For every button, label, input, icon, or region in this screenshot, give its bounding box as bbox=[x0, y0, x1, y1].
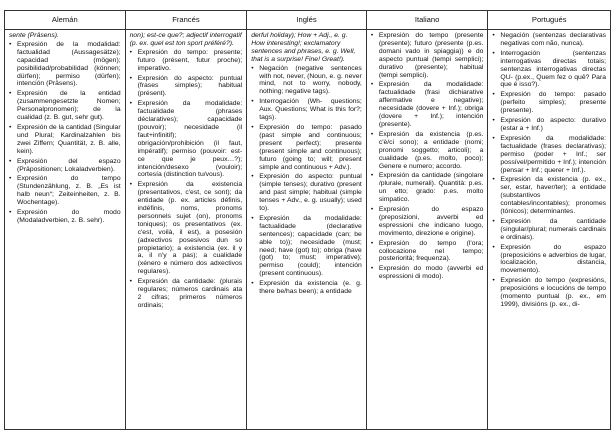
cell-continuation-text: sente (Präsens). bbox=[9, 32, 59, 39]
list-item: • Expresión da cantidade: (plurais regulares; números cardinais ata 2 cifras; primeros números ordinais; bbox=[130, 278, 243, 310]
bullet-list bbox=[130, 49, 243, 310]
list-item: • Expresión do tempo: pasado (past simple and continuous; present perfect); presente (present simple and continuous); futuro (going to; will; present simple and continuous + Adv.). bbox=[251, 124, 362, 171]
list-item: • Expresión do tempo (l'ora; collocazione nel tempo; posteriorità; frequenza). bbox=[371, 240, 484, 264]
cell-continuation-text: derful holiday); How + Adj., e. g. How interesting!; exclamatory sentences and phrases, e. g. Well, that is a surprise! Fine! Great!). bbox=[251, 32, 356, 63]
list-item: • Expresión da existencia (e. g. there be/has been); a entidade bbox=[251, 280, 362, 296]
bullet-list bbox=[9, 41, 121, 225]
column-aleman bbox=[5, 30, 126, 430]
list-item: • Expresión de la entidad (zusammengesetzte Nomen; Personalpronomen); de la cualidad (z. B. gut, sehr gut). bbox=[9, 90, 121, 122]
list-item: • Expresión do tempo: presente; futuro (présent, futur proche); imperativo. bbox=[130, 49, 243, 73]
list-item: • Expresión da modalidade: factualidade (phrases déclaratives); capacidade (pouvoir); necesidade (il faut+infinitif); obrigación/prohibición (il faut, impératif); permiso (pouvoir: est-ce que je peux…?); intención/desexo (vouloir); cortesía (distinction tu/vous). bbox=[130, 100, 243, 179]
header-portugues: Portugués bbox=[531, 15, 567, 24]
list-item: • Expresión do espazo (preposicións e adverbios de lugar, localización, distancia, movemento). bbox=[492, 244, 606, 276]
column-italiano bbox=[367, 30, 489, 430]
list-item: • Negación (negative sentences with not, never, (Noun, e. g. never mind, not to worry, nobody, nothing; negative tags). bbox=[251, 65, 362, 97]
cell-continuation-text: non); est-ce que?; adjectif interrogatif (p. ex. quel est ton sport préféré?). bbox=[129, 32, 242, 47]
list-item: • Expresión de la cantidad (Singular und Plural; Kardinalzahlen bis zwei Ziffern; Quantität, z. B. alle, kein). bbox=[9, 124, 121, 156]
list-item: • Expresión do tempo (expresións, preposicións e locucións de tempo (momento puntual (p. ex., em 1999), divisións (p. ex., di- bbox=[492, 277, 606, 309]
list-item: • Negación (sentenzas declarativas negativas com não, nunca). bbox=[492, 32, 606, 48]
list-item: • Expresión da modalidade: factualidade (declarative sentences); capacidade (can; be able to)); necesidade (must; need; have (got) to); obriga (have (got) to; must; imperative); permiso (could); intención (present continuous). bbox=[251, 215, 362, 278]
list-item: • Interrogación (Wh- questions; Aux. Questions; What is this for?; tags). bbox=[251, 98, 362, 122]
list-item: • Expresión da existencia (p.es. c'è/ci sono); a entidade (nomi; pronomi soggetto; articoli); a cualidade (p.es. molto, poco); Genere e numero; accordo. bbox=[371, 131, 484, 171]
list-item: • Expresión do tempo (Stundenzählung, z. B. „Es ist halb neun“; Zeiteinheiten, z. B. Wochentage). bbox=[9, 175, 121, 207]
bullet-list bbox=[492, 32, 606, 309]
list-item: • Expresión de la modalidad: factualidad (Aussagesätze); capacidad (mögen); posibilidad/probabilidad (können; dürfen); permiso (dürfen); intención (Präsens). bbox=[9, 41, 121, 88]
column-frances bbox=[126, 30, 248, 430]
bullet-list bbox=[371, 32, 484, 281]
language-content-table bbox=[4, 10, 611, 430]
list-item: • Expresión do tempo (presente (presente); futuro (presente (p.es. domani vado in spiaggia)) e do aspecto puntual (tempi semplici); durativo (presente); habitual (tempi semplici). bbox=[371, 32, 484, 79]
bullet-list bbox=[251, 65, 362, 296]
list-item: • Expresión del espazo (Präpositionen; Lokaladverbien). bbox=[9, 158, 121, 174]
list-item: • Expresión do aspecto: puntual (frases simples); habitual (présent). bbox=[130, 75, 243, 99]
header-italiano: Italiano bbox=[367, 11, 489, 29]
list-item: • Expresión da cantidade (singolare /plurale, numerali). Quantità: p.es. un etto; grado: p.es. molto simpatico. bbox=[371, 172, 484, 204]
list-item: • Expresión da existencia (p. ex., ser, estar, haver/ter); a entidade (substantivos contables/incontables); pronomes (tónicos); determinantes. bbox=[492, 176, 606, 216]
column-portugues bbox=[488, 30, 610, 430]
table-header-row bbox=[5, 11, 610, 30]
list-item: • Interrogación (sentenzas interrogativas directas totais; sentenzas interrogativas directas QU- (p.ex., Quem fez o quê? Para que é isso?). bbox=[492, 50, 606, 90]
list-item: • Expresión do espazo (preposizioni, avverbi ed espressioni che indicano luogo, movimento, direzione e origine). bbox=[371, 206, 484, 238]
list-item: • Expresión do aspecto: durativo (estar a + Inf.) bbox=[492, 117, 606, 133]
list-item: • Expresión do modo (Modaladverbien, z. B. sehr). bbox=[9, 209, 121, 225]
table-body-row bbox=[5, 30, 610, 430]
column-ingles bbox=[247, 30, 367, 430]
list-item: • Expresión da existencia (presentativos, c'est, ce sont); da entidade (p. ex. articles définis, indéfinis, noms, pronoms personnels sujet (on), pronoms toniques); os presentativos (ex. c'est, voilà, il est), a posesión (adxectivos posesivos dun so propietario); a existencia (ex. il y a, il n'y a pas); a cualidade (xénero e número dos adxectivos regulares). bbox=[130, 181, 243, 276]
list-item: • Expresión da modalidade: factualidade (frasi dichiarative affermative e negative); necesidade (dovere + Inf.); obriga (dovere + Inf.); intención (presente). bbox=[371, 81, 484, 128]
list-item: • Expresión da modalidade: factualidade (frases declarativas); permiso (poder + Inf.; ser possível/permitido + Inf.); intención (pensar + Inf.; querer + Inf.). bbox=[492, 135, 606, 175]
header-aleman: Alemán bbox=[5, 11, 126, 29]
list-item: • Expresión do tempo: pasado (perfeito simples); presente (presente). bbox=[492, 91, 606, 115]
list-item: • Expresión da cantidade (singular/plural; numerais cardinais e ordinais). bbox=[492, 218, 606, 242]
header-frances: Francés bbox=[126, 11, 248, 29]
list-item: • Expresión do modo (avverbi ed espressioni di modo). bbox=[371, 265, 484, 281]
header-ingles: Inglés bbox=[247, 11, 367, 29]
list-item: • Expresión do aspecto: puntual (simple tenses); durativo (present and past simple; habitual (simple tenses + Adv., e. g. usually); used to). bbox=[251, 173, 362, 213]
